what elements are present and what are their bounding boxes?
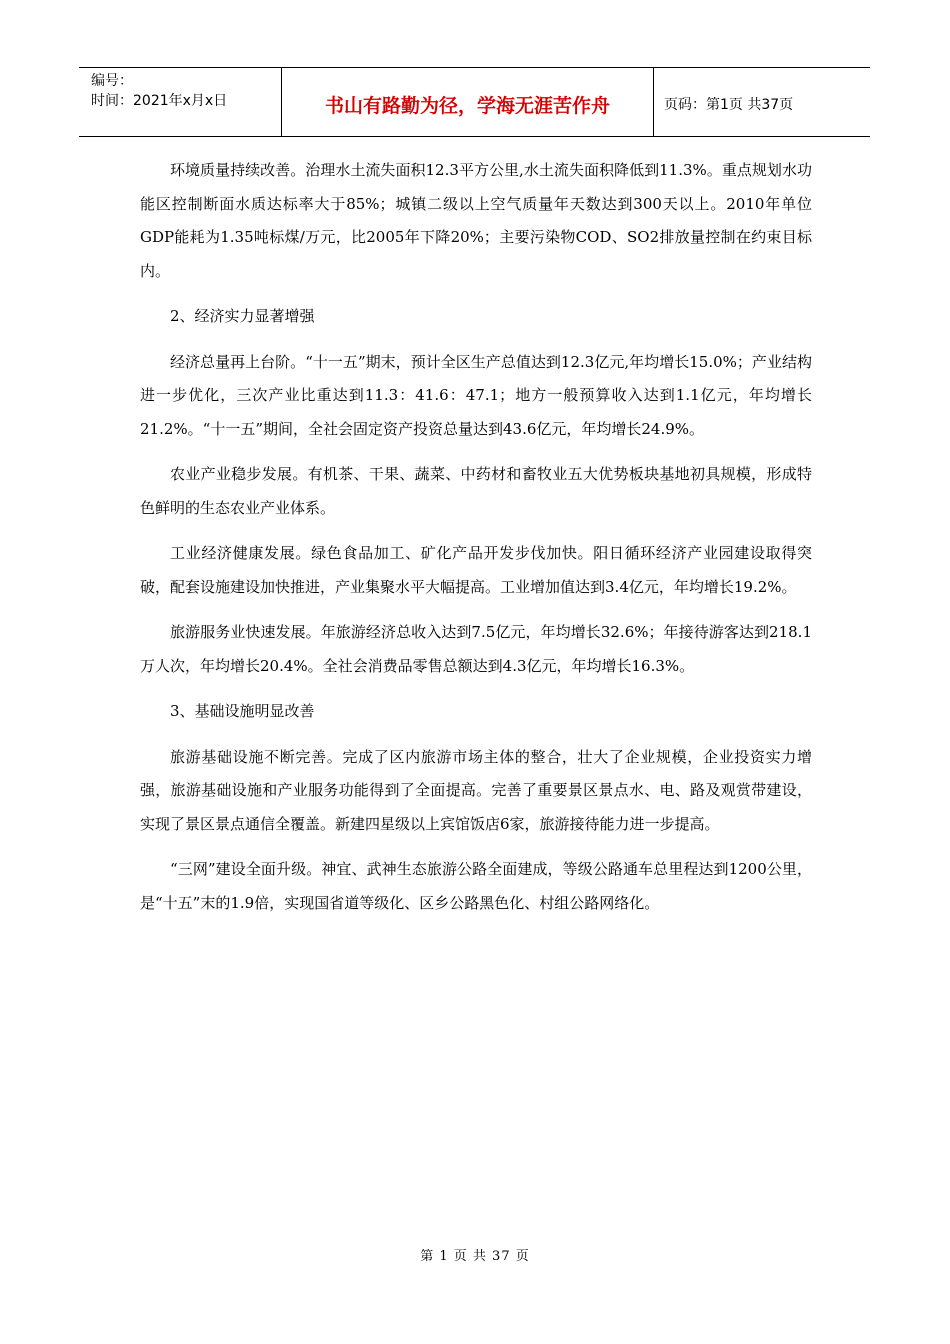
- document-number-label: 编号：: [91, 73, 133, 89]
- section-heading-economy: 2、经济实力显著增强: [170, 307, 315, 325]
- document-body: [140, 154, 812, 920]
- header-page-code: 页码：第1页 共37页: [664, 97, 794, 113]
- paragraph-tourism-infrastructure: 旅游基础设施不断完善。完成了区内旅游市场主体的整合，壮大了企业规模，企业投资实力增强，旅游基础设施和产业服务功能得到了全面提高。完善了重要景区景点水、电、路及观赏带建设，实现了景区景点通信全覆盖。新建四星级以上宾馆饭店6家，旅游接待能力进一步提高。: [140, 747, 812, 833]
- page-header: [79, 67, 870, 137]
- header-left-cell: [79, 68, 282, 136]
- paragraph-economy: 经济总量再上台阶。“十一五”期末，预计全区生产总值达到12.3亿元,年均增长15.0%；产业结构进一步优化，三次产业比重达到11.3：41.6：47.1；地方一般预算收入达到1.1亿元，年均增长21.2%。“十一五”期间，全社会固定资产投资总量达到43.6亿元，年均增长24.9%。: [140, 352, 812, 438]
- paragraph-tourism: 旅游服务业快速发展。年旅游经济总收入达到7.5亿元，年均增长32.6%；年接待游客达到218.1万人次，年均增长20.4%。全社会消费品零售总额达到4.3亿元，年均增长16.3%。: [140, 623, 812, 675]
- header-motto: 书山有路勤为径，学海无涯苦作舟: [282, 68, 654, 136]
- paragraph-environment: 环境质量持续改善。治理水土流失面积12.3平方公里,水土流失面积降低到11.3%。重点规划水功能区控制断面水质达标率大于85%；城镇二级以上空气质量年天数达到300天以上。2010年单位GDP能耗为1.35吨标煤/万元，比2005年下降20%；主要污染物COD、SO2排放量控制在约束目标内。: [140, 161, 812, 280]
- paragraph-agriculture: 农业产业稳步发展。有机茶、干果、蔬菜、中药材和畜牧业五大优势板块基地初具规模，形成特色鲜明的生态农业产业体系。: [140, 465, 812, 517]
- paragraph-three-networks: “三网”建设全面升级。神宜、武神生态旅游公路全面建成，等级公路通车总里程达到1200公里，是“十五”末的1.9倍，实现国省道等级化、区乡公路黑色化、村组公路网络化。: [140, 860, 812, 912]
- paragraph-industry: 工业经济健康发展。绿色食品加工、矿化产品开发步伐加快。阳日循环经济产业园建设取得突破，配套设施建设加快推进，产业集聚水平大幅提高。工业增加值达到3.4亿元，年均增长19.2%。: [140, 544, 812, 596]
- page-footer: 第 1 页 共 37 页: [420, 1249, 530, 1264]
- section-heading-infrastructure: 3、基础设施明显改善: [170, 702, 315, 720]
- document-date: 时间：2021年x月x日: [91, 93, 228, 109]
